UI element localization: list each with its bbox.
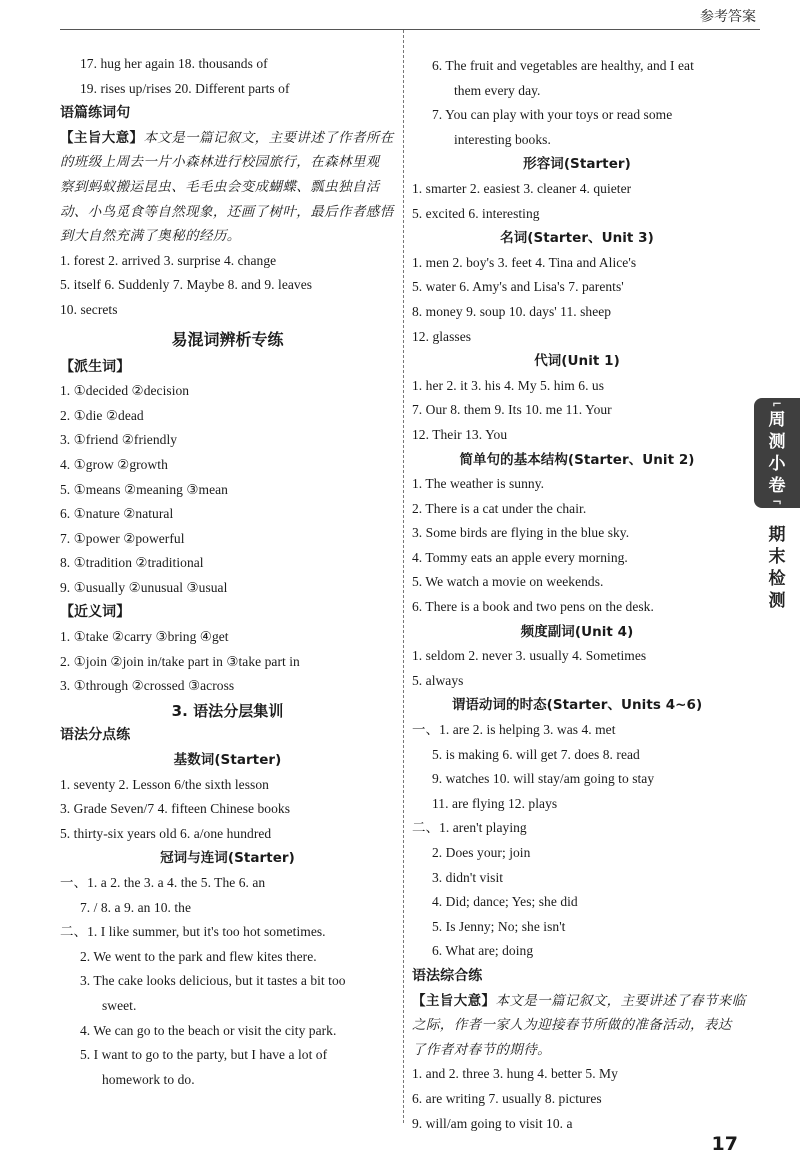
answer-line: 4. Tommy eats an apple every morning. [412, 549, 628, 565]
summary-line: 察到蚂蚁搬运昆虫、毛毛虫会变成蝴蝶、瓢虫独自活 [60, 178, 380, 195]
answer-line: 5. is making 6. will get 7. does 8. read [432, 746, 640, 762]
answer-line: 3. The cake looks delicious, but it tastes a bit too [80, 973, 346, 989]
answer-line: 5. itself 6. Suddenly 7. Maybe 8. and 9. leaves [60, 277, 313, 293]
answer-line: 一、1. are 2. is helping 3. was 4. met [412, 722, 616, 738]
answer-line: 4. ①grow ②growth [60, 456, 168, 472]
answer-line: 5. Is Jenny; No; she isn't [432, 918, 566, 934]
summary-tag: 【主旨大意】 [412, 992, 496, 1009]
answer-line: 5. I want to go to the party, but I have a lot of [80, 1047, 328, 1063]
answer-line: 5. always [412, 672, 464, 688]
answer-line: 6. What are; doing [432, 943, 534, 959]
answer-line: 8. ①tradition ②traditional [60, 555, 204, 571]
answer-line: 1. men 2. boy's 3. feet 4. Tina and Alice's [412, 254, 637, 270]
side-label-final-exam [766, 524, 788, 612]
side-label-char: 末 [768, 547, 786, 567]
summary-text: 本文是一篇记叙文，主要讲述了春节来临 [495, 992, 746, 1009]
answer-line: 一、1. a 2. the 3. a 4. the 5. The 6. an [60, 875, 266, 890]
answer-line: 9. ①usually ②unusual ③usual [60, 579, 228, 595]
bracket-glyph: ⌐ [771, 397, 783, 411]
answer-line: 12. glasses [412, 328, 472, 344]
answer-line: 1. her 2. it 3. his 4. My 5. him 6. us [412, 377, 605, 393]
answer-line: 6. ①nature ②natural [60, 506, 174, 522]
topic-title-adverb: 频度副词(Unit 4) [520, 623, 634, 640]
answer-line: 7. Our 8. them 9. Its 10. me 11. Your [412, 402, 612, 418]
column-divider [403, 30, 404, 1123]
side-tab-char: 测 [768, 432, 786, 452]
answer-line: 二、1. aren't playing [412, 820, 527, 836]
answer-line: 8. money 9. soup 10. days' 11. sheep [412, 303, 612, 319]
answer-line: 19. rises up/rises 20. Different parts of [80, 80, 290, 96]
answer-line: 1. ①decided ②decision [60, 383, 190, 399]
subsection-title-derivative: 【派生词】 [60, 358, 131, 375]
summary-tag: 【主旨大意】 [60, 129, 144, 146]
side-label-char: 检 [768, 569, 786, 589]
answer-line: 2. ①join ②join in/take part in ③take part in [60, 653, 300, 669]
subsection-title-grammar-points: 语法分点练 [60, 727, 131, 744]
answer-line: 二、1. I like summer, but it's too hot sometimes. [60, 924, 326, 940]
page-number: 17 [711, 1133, 738, 1155]
answer-line: 11. are flying 12. plays [432, 795, 558, 811]
answer-line: them every day. [454, 82, 541, 98]
answer-line: 5. water 6. Amy's and Lisa's 7. parents' [412, 279, 624, 295]
answer-line: 1. The weather is sunny. [412, 476, 545, 492]
side-tab-char: 周 [768, 410, 786, 430]
summary-text: 本文是一篇记叙文，主要讲述了作者所在 [143, 129, 394, 146]
side-tab-char: 卷 [768, 476, 786, 496]
topic-title-noun: 名词(Starter、Unit 3) [500, 230, 654, 247]
summary-line: 之际，作者一家人为迎接春节所做的准备活动，表达 [412, 1017, 732, 1034]
answer-line: 9. watches 10. will stay/am going to stay [432, 771, 655, 787]
side-tab-char: 小 [768, 454, 786, 474]
section-title-grammar: 3. 语法分层集训 [171, 701, 284, 720]
answer-line: 5. excited 6. interesting [412, 205, 540, 221]
summary-line [60, 126, 395, 151]
answer-line: 2. There is a cat under the chair. [412, 500, 587, 516]
subsection-title-synonym: 【近义词】 [60, 604, 131, 621]
answer-line: 5. ①means ②meaning ③mean [60, 481, 228, 497]
answer-line: 7. / 8. a 9. an 10. the [80, 899, 192, 915]
answer-line: 2. We went to the park and flew kites there. [80, 948, 317, 964]
answer-line: interesting books. [454, 131, 551, 147]
answer-line: 1. seventy 2. Lesson 6/the sixth lesson [60, 776, 269, 792]
header-divider [60, 29, 760, 30]
summary-line: 了作者对春节的期待。 [412, 1041, 551, 1058]
subsection-title-comprehensive: 语法综合练 [412, 967, 483, 984]
answer-line: sweet. [102, 997, 137, 1013]
bracket-glyph: ¬ [771, 495, 783, 509]
section-title-passage: 语篇练词句 [60, 105, 131, 122]
answer-line: 7. You can play with your toys or read some [432, 107, 673, 123]
answer-line: homework to do. [102, 1071, 195, 1087]
topic-title-pronoun: 代词(Unit 1) [534, 353, 620, 370]
page-header: 参考答案 [700, 9, 756, 25]
answer-line: 5. thirty-six years old 6. a/one hundred [60, 825, 272, 841]
answer-line: 2. Does your; join [432, 845, 531, 860]
answer-line: 3. ①friend ②friendly [60, 432, 178, 448]
section-title-confusable: 易混词辨析专练 [171, 329, 284, 349]
topic-title-simple-sentence: 简单句的基本结构(Starter、Unit 2) [459, 451, 695, 468]
left-column [60, 52, 395, 1092]
right-column [412, 54, 746, 1136]
answer-line: 4. We can go to the beach or visit the city park. [80, 1022, 337, 1038]
answer-line: 6. are writing 7. usually 8. pictures [412, 1090, 602, 1106]
answer-line: 12. Their 13. You [412, 426, 508, 442]
answer-line: 3. ①through ②crossed ③across [60, 678, 235, 694]
answer-line: 7. ①power ②powerful [60, 530, 185, 546]
answer-line: 17. hug her again 18. thousands of [80, 56, 268, 71]
answer-line: 3. Grade Seven/7 4. fifteen Chinese books [60, 801, 290, 817]
answer-line: 2. ①die ②dead [60, 407, 144, 423]
answer-line: 10. secrets [60, 301, 118, 317]
summary-line [412, 989, 746, 1014]
answer-line: 3. Some birds are flying in the blue sky. [412, 525, 630, 541]
summary-line: 动、小鸟觅食等自然现象，还画了树叶，最后作者感悟 [60, 203, 394, 220]
answer-line: 1. forest 2. arrived 3. surprise 4. change [60, 252, 277, 268]
answer-line: 5. We watch a movie on weekends. [412, 574, 604, 590]
side-label-char: 测 [768, 591, 786, 611]
topic-title-numeral: 基数词(Starter) [173, 752, 282, 769]
summary-line: 的班级上周去一片小森林进行校园旅行，在森林里观 [60, 154, 380, 171]
answer-line: 1. and 2. three 3. hung 4. better 5. My [412, 1066, 618, 1082]
answer-line: 1. seldom 2. never 3. usually 4. Sometimes [412, 648, 647, 664]
answer-line: 9. will/am going to visit 10. a [412, 1115, 573, 1131]
summary-line: 到大自然充满了奥秘的经历。 [60, 228, 241, 245]
answer-line: 1. smarter 2. easiest 3. cleaner 4. quieter [412, 180, 632, 196]
answer-line: 6. The fruit and vegetables are healthy, and I eat [432, 58, 694, 73]
topic-title-tense: 谓语动词的时态(Starter、Units 4~6) [451, 697, 703, 714]
answer-line: 4. Did; dance; Yes; she did [432, 894, 578, 910]
answer-line: 1. ①take ②carry ③bring ④get [60, 629, 229, 645]
topic-title-adjective: 形容词(Starter) [523, 156, 631, 173]
topic-title-article: 冠词与连词(Starter) [160, 850, 295, 867]
side-label-char: 期 [768, 525, 786, 545]
answer-line: 3. didn't visit [432, 869, 504, 885]
answer-line: 6. There is a book and two pens on the desk. [412, 599, 654, 615]
side-tab-weekly-quiz [754, 398, 800, 508]
